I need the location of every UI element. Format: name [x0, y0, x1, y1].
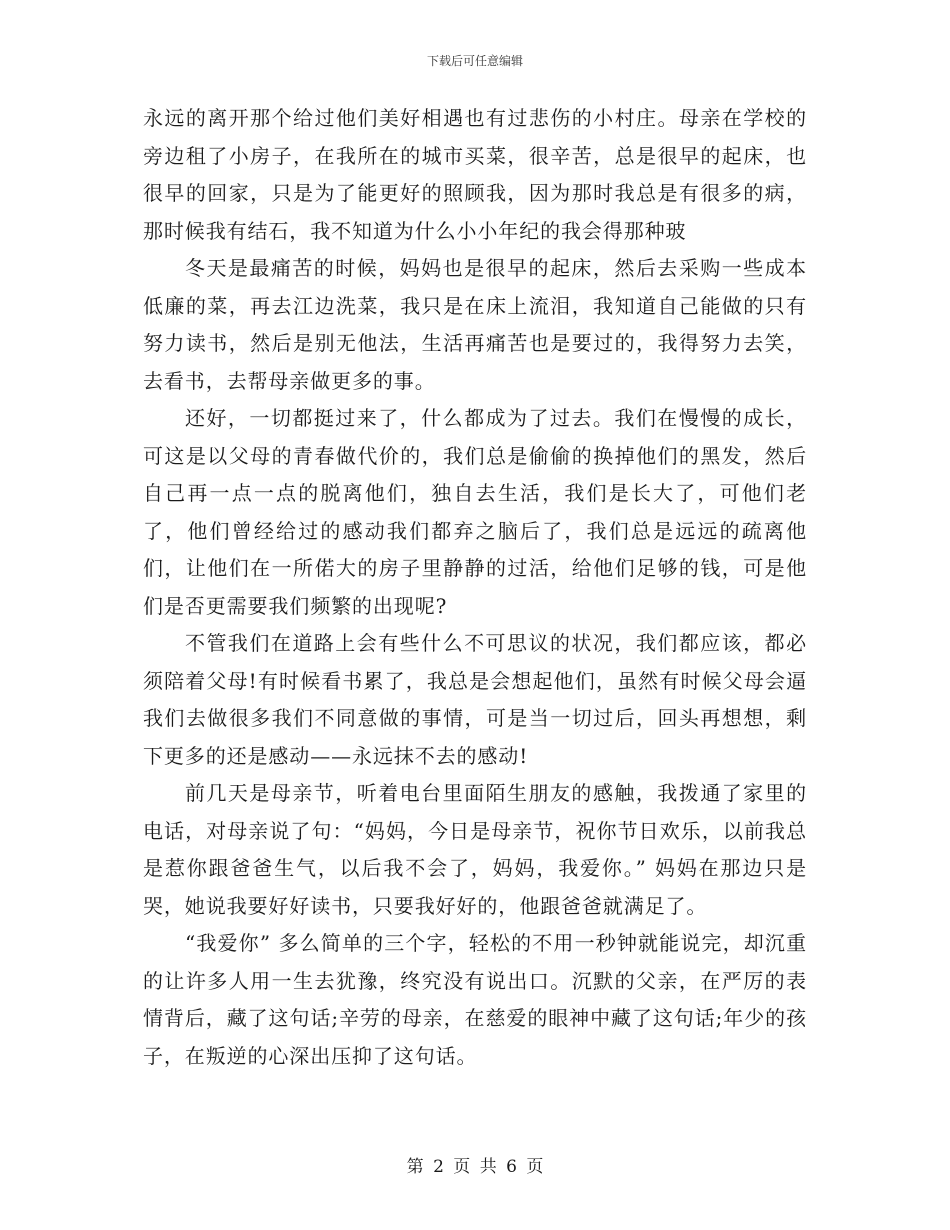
page-header: 下载后可任意编辑	[426, 54, 523, 68]
paragraph-4: 不管我们在道路上会有些什么不可思议的状况，我们都应该，都必须陪着父母!有时候看书累了，我总是会想起他们，虽然有时候父母会逼我们去做很多我们不同意做的事情，可是当一切过后，回头再想想，剩下更多的还是感动——永远抹不去的感动!	[143, 631, 807, 768]
paragraph-1: 永远的离开那个给过他们美好相遇也有过悲伤的小村庄。母亲在学校的旁边租了小房子，在我所在的城市买菜，很辛苦，总是很早的起床，也很早的回家，只是为了能更好的照顾我，因为那时我总是有很多的病，那时候我有结石，我不知道为什么小小年纪的我会得那种玻	[143, 106, 807, 243]
paragraph-3: 还好，一切都挺过来了，什么都成为了过去。我们在慢慢的成长，可这是以父母的青春做代价的，我们总是偷偷的换掉他们的黑发，然后自己再一点一点的脱离他们，独自去生活，我们是长大了，可他们老了，他们曾经给过的感动我们都弃之脑后了，我们总是远远的疏离他们，让他们在一所偌大的房子里静静的过活，给他们足够的钱，可是他们是否更需要我们频繁的出现呢?	[143, 406, 807, 618]
paragraph-5: 前几天是母亲节，听着电台里面陌生朋友的感触，我拨通了家里的电话，对母亲说了句：“妈妈，今日是母亲节，祝你节日欢乐，以前我总是惹你跟爸爸生气，以后我不会了，妈妈，我爱你。” 妈妈在那边只是哭，她说我要好好读书，只要我好好的，他跟爸爸就满足了。	[143, 781, 807, 918]
page-number-footer: 第 2 页 共 6 页	[406, 1157, 544, 1177]
document-body	[143, 100, 807, 1075]
paragraph-2: 冬天是最痛苦的时候，妈妈也是很早的起床，然后去采购一些成本低廉的菜，再去江边洗菜，我只是在床上流泪，我知道自己能做的只有努力读书，然后是别无他法，生活再痛苦也是要过的，我得努力去笑，去看书，去帮母亲做更多的事。	[143, 256, 807, 393]
paragraph-6: “我爱你” 多么简单的三个字，轻松的不用一秒钟就能说完，却沉重的让许多人用一生去犹豫，终究没有说出口。沉默的父亲，在严厉的表情背后，藏了这句话;辛劳的母亲，在慈爱的眼神中藏了这句话;年少的孩子，在叛逆的心深出压抑了这句话。	[143, 931, 807, 1068]
